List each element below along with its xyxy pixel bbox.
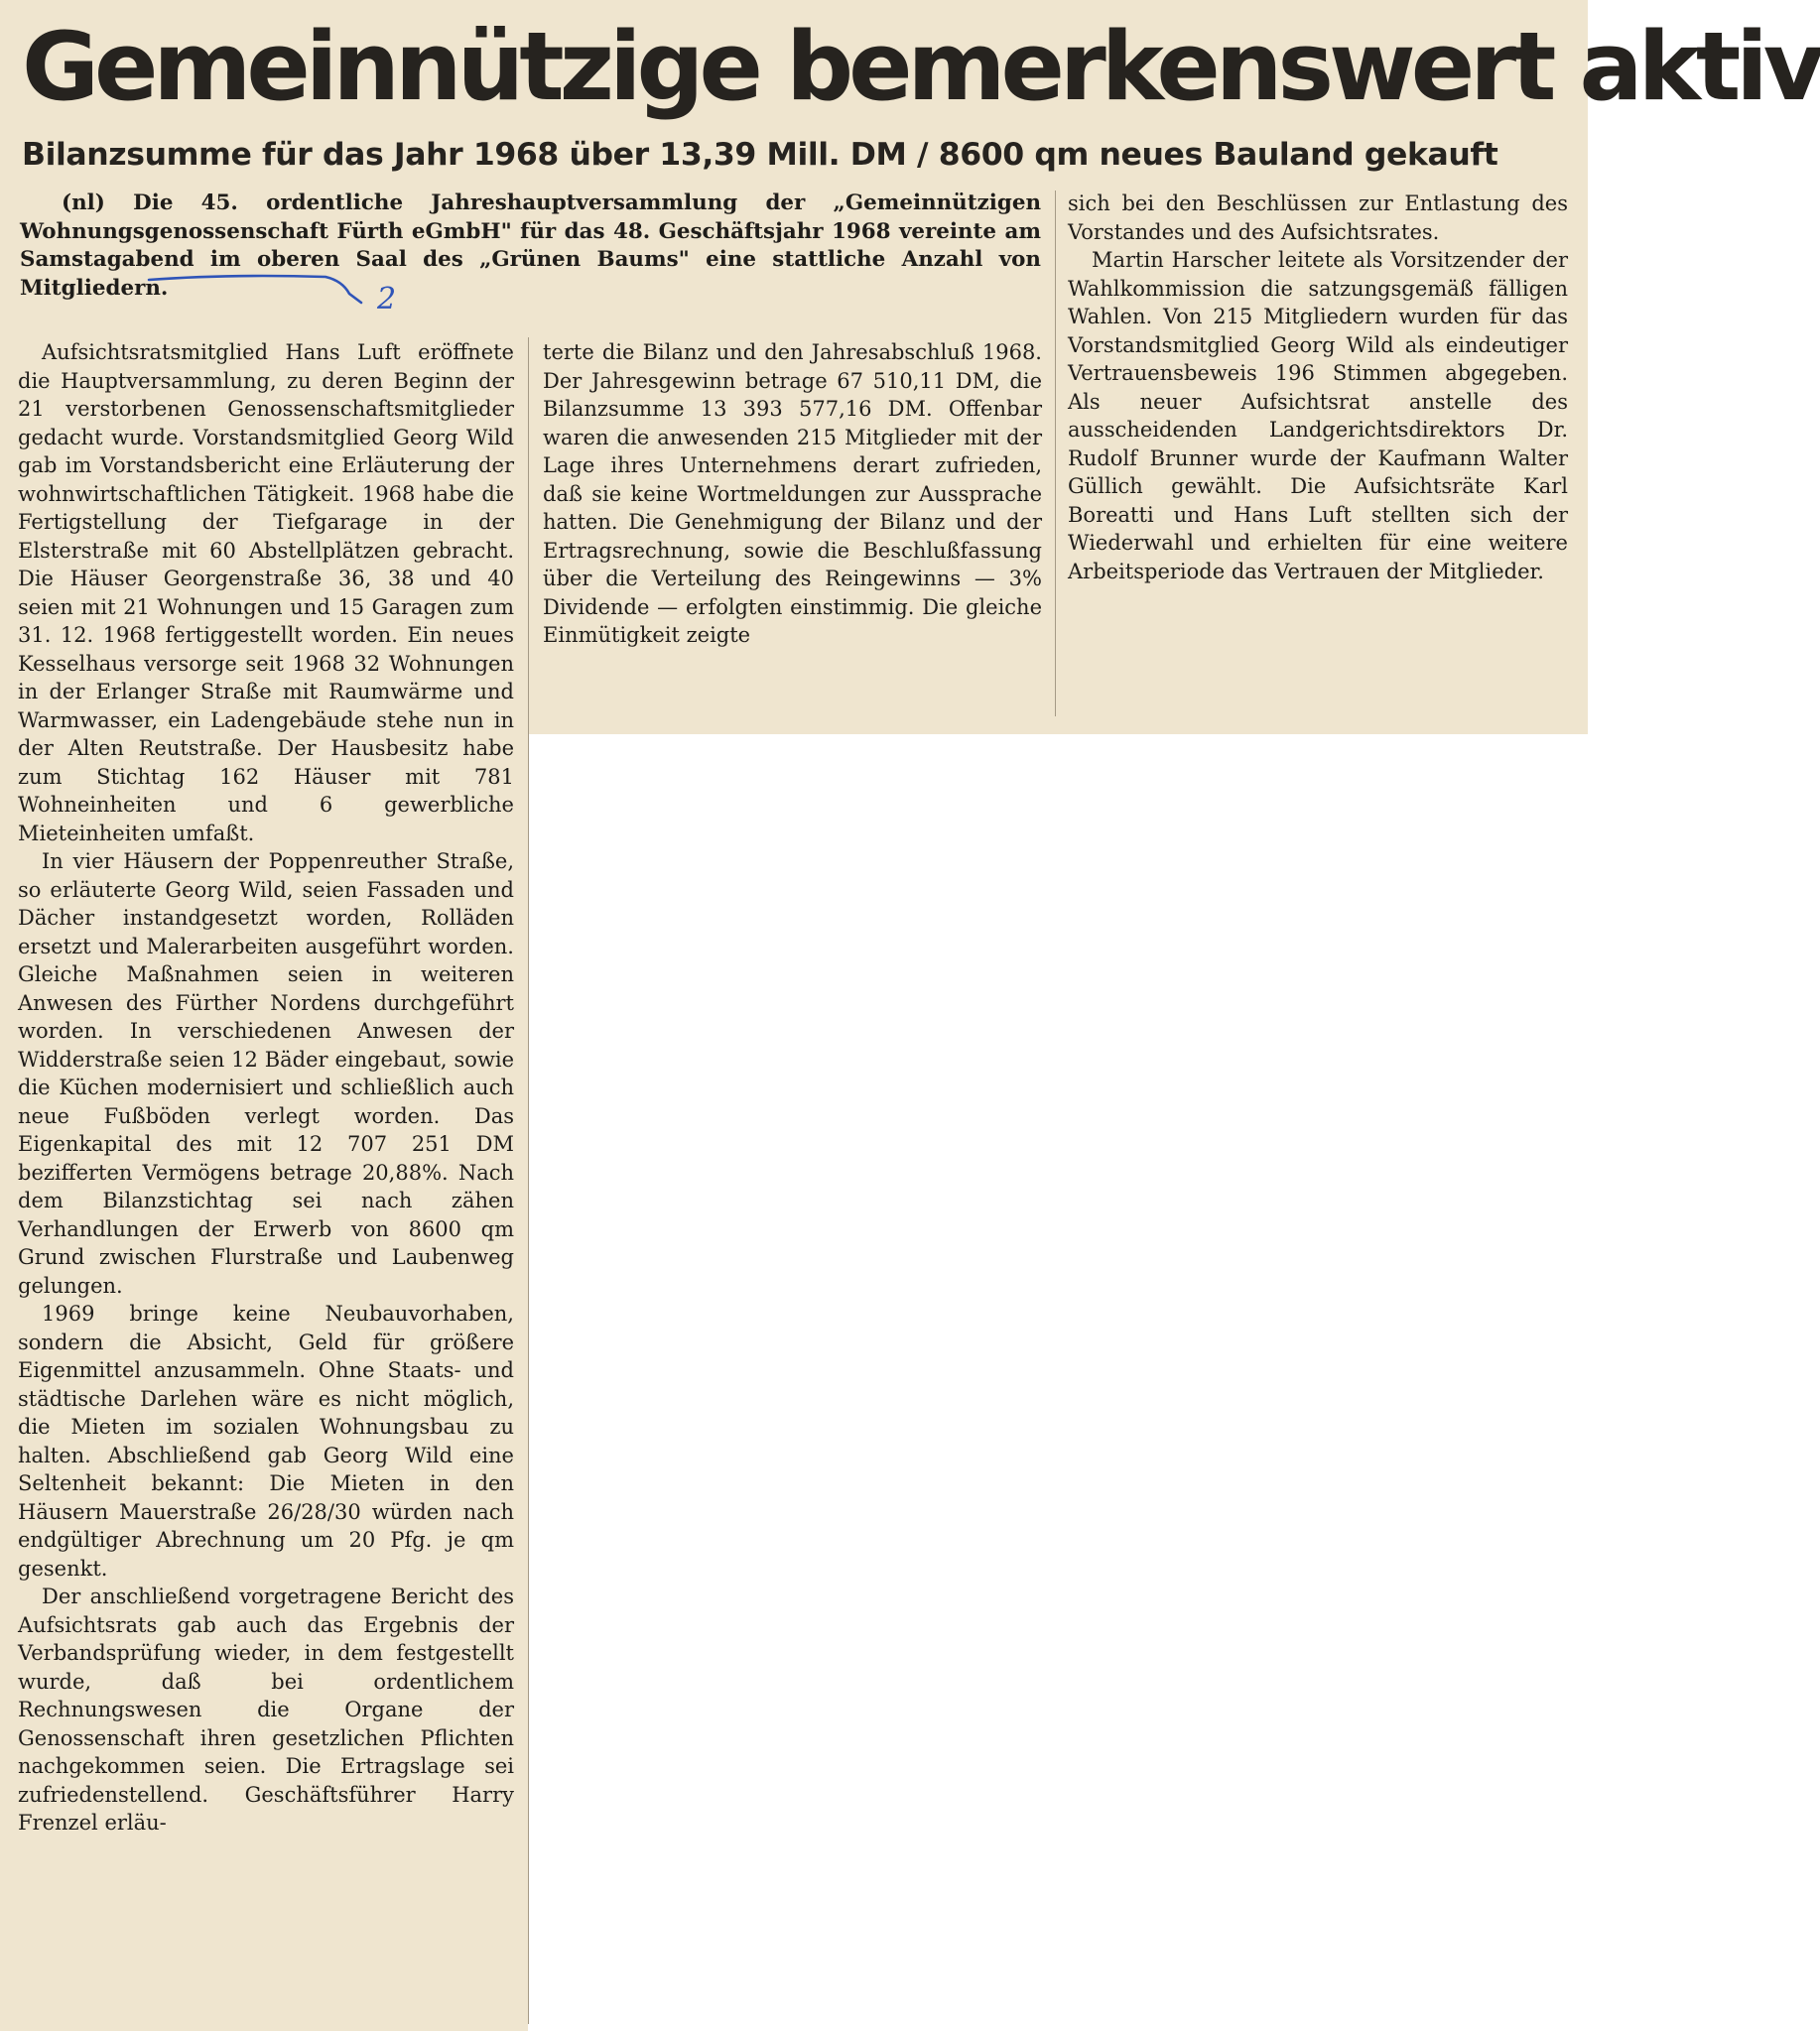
paragraph: Aufsichtsratsmitglied Hans Luft eröffnete die Hauptversammlung, zu deren Beginn der 21 verstorbenen Genossenschaftsmitglieder gedacht wurde. Vorstandsmitglied Georg Wild gab im Vorstandsbericht eine Erläuterung der wohnwirtschaftlichen Tätigkeit. 1968 habe die Fertigstellung der Tiefgarage in der Elsterstraße mit 60 Abstellplätzen gebracht. Die Häuser Georgenstraße 36, 38 und 40 seien mit 21 Wohnungen und 15 Garagen zum 31. 12. 1968 fertiggestellt worden. Ein neues Kesselhaus versorge seit 1968 32 Wohnungen in der Erlanger Straße mit Raumwärme und Warmwasser, ein Ladengebäude stehe nun in der Alten Reutstraße. Der Hausbesitz habe zum Stichtag 162 Häuser mit 781 Wohneinheiten und 6 gewerbliche Mieteinheiten umfaßt.: [18, 340, 514, 845]
column-divider: [1055, 190, 1056, 716]
headline: Gemeinnützige bemerkenswert aktiv: [22, 13, 1820, 122]
subheadline: Bilanzsumme für das Jahr 1968 über 13,39 Mill. DM / 8600 qm neues Bauland gekauft: [22, 137, 1498, 173]
intro-paragraph: [20, 190, 1041, 303]
article-column-right: [1068, 190, 1568, 585]
paragraph: In vier Häusern der Poppenreuther Straße, so erläuterte Georg Wild, seien Fassaden und Dächer instandgesetzt worden, Rolläden ersetzt und Malerarbeiten ausgeführt worden. Gleiche Maßnahmen seien in weiteren Anwesen des Fürther Nordens durchgeführt worden. In verschiedenen Anwesen der Widderstraße seien 12 Bäder eingebaut, sowie die Küchen modernisiert und schließlich auch neue Fußböden verlegt worden. Das Eigenkapital des mit 12 707 251 DM bezifferten Vermögens betrage 20,88%. Nach dem Bilanzstichtag sei nach zähen Verhandlungen der Erwerb von 8600 qm Grund zwischen Flurstraße und Laubenweg gelungen.: [18, 849, 514, 1298]
paragraph: terte die Bilanz und den Jahresabschluß 1968. Der Jahresgewinn betrage 67 510,11 DM, die Bilanzsumme 13 393 577,16 DM. Offenbar waren die anwesenden 215 Mitglieder mit der Lage ihres Unternehmens derart zufrieden, daß sie keine Wortmeldungen zur Aussprache hatten. Die Genehmigung der Bilanz und der Ertragsrechnung, sowie die Beschlußfassung über die Verteilung des Reingewinns — 3% Dividende — erfolgten einstimmig. Die gleiche Einmütigkeit zeigte: [543, 340, 1042, 647]
article-column-left: [18, 338, 514, 1838]
paragraph: sich bei den Beschlüssen zur Entlastung des Vorstandes und des Aufsichtsrates.: [1068, 191, 1568, 244]
handwritten-mark: 2: [377, 282, 397, 317]
article-column-middle: [543, 338, 1042, 650]
paragraph: 1969 bringe keine Neubauvorhaben, sondern die Absicht, Geld für größere Eigenmittel anzusammeln. Ohne Staats- und städtische Darlehen wäre es nicht möglich, die Mieten im sozialen Wohnungsbau zu halten. Abschließend gab Georg Wild eine Seltenheit bekannt: Die Mieten in den Häusern Mauerstraße 26/28/30 würden nach endgültiger Abrechnung um 20 Pfg. je qm gesenkt.: [18, 1302, 514, 1581]
intro-text: (nl) Die 45. ordentliche Jahreshauptversammlung der „Gemeinnützigen Wohnungsgenossenschaft Fürth eGmbH" für das 48. Geschäftsjahr 1968 vereinte am Samstagabend im oberen Saal des „Grünen Baums" eine stattliche Anzahl von Mitgliedern.: [20, 190, 1041, 301]
paragraph: Der anschließend vorgetragene Bericht des Aufsichtsrats gab auch das Ergebnis der Verbandsprüfung wieder, in dem festgestellt wurde, daß bei ordentlichem Rechnungswesen die Organe der Genossenschaft ihren gesetzlichen Pflichten nachgekommen seien. Die Ertragslage sei zufriedenstellend. Geschäftsführer Harry Frenzel erläu-: [18, 1585, 514, 1835]
paragraph: Martin Harscher leitete als Vorsitzender der Wahlkommission die satzungsgemäß fälligen Wahlen. Von 215 Mitgliedern wurden für das Vorstandsmitglied Georg Wild als eindeutiger Vertrauensbeweis 196 Stimmen abgegeben. Als neuer Aufsichtsrat anstelle des ausscheidenden Landgerichtsdirektors Dr. Rudolf Brunner wurde der Kaufmann Walter Güllich gewählt. Die Aufsichtsräte Karl Boreatti und Hans Luft stellten sich der Wiederwahl und erhielten für eine weitere Arbeitsperiode das Vertrauen der Mitglieder.: [1068, 248, 1568, 583]
column-divider: [528, 337, 529, 2024]
